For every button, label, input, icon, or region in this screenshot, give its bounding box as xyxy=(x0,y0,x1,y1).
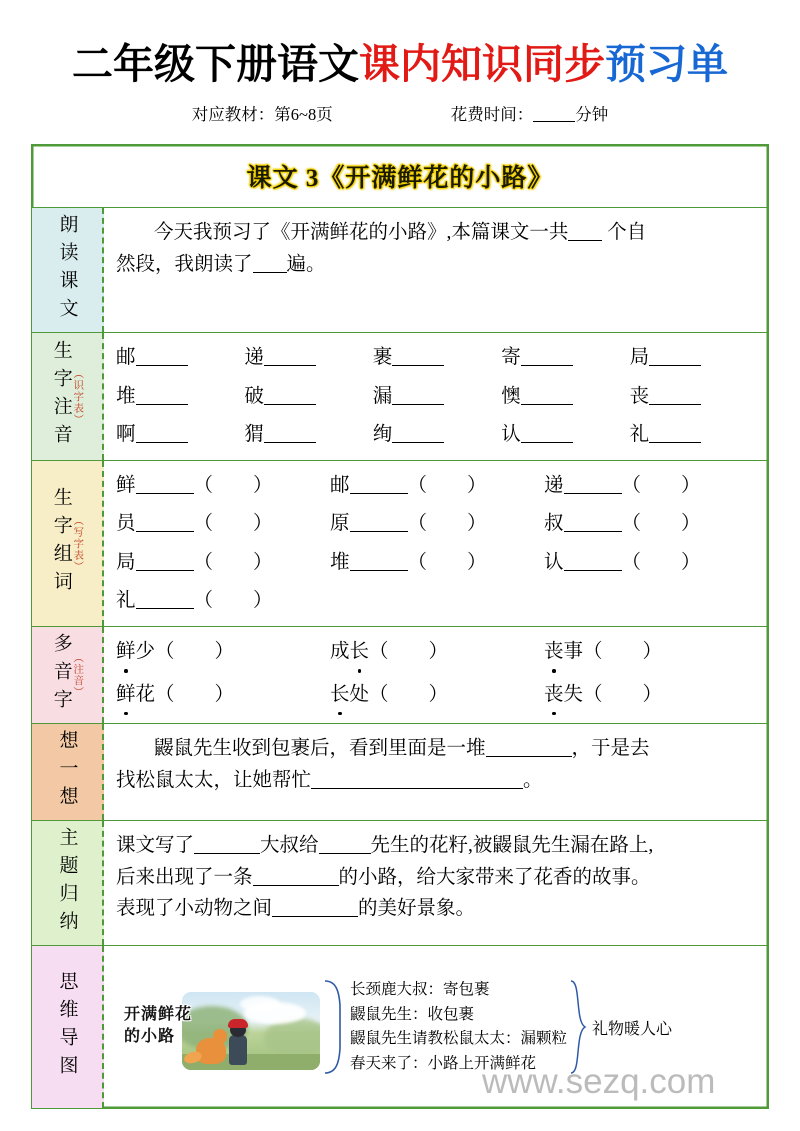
pinyin-blank[interactable] xyxy=(392,442,444,443)
polyphone-item: 鲜花（ ） xyxy=(116,679,330,711)
polyphone-grid xyxy=(116,636,758,710)
section-label-polyphone xyxy=(32,627,104,723)
polyphone-item: 丧失（ ） xyxy=(544,679,758,711)
word-blank[interactable] xyxy=(350,493,408,494)
polyphone-item: 丧事（ ） xyxy=(544,636,758,668)
mindmap-branch: 春天来了：小路上开满鲜花 xyxy=(350,1054,537,1072)
think-blank-2[interactable] xyxy=(311,788,523,789)
mindmap-branch: 鼹鼠先生请教松鼠太太：漏颗粒 xyxy=(350,1030,568,1048)
read-line1-b: 个自 xyxy=(607,222,647,243)
pinyin-item: 认 xyxy=(501,419,629,451)
pinyin-item: 递 xyxy=(244,342,372,374)
word-item: 局 （ ） xyxy=(116,551,273,573)
think-blank-1[interactable] xyxy=(486,756,572,757)
pinyin-blank[interactable] xyxy=(649,404,701,405)
section-row-word-building xyxy=(32,460,768,626)
polyphone-marked-char: 丧 xyxy=(544,636,564,668)
section-row-think xyxy=(32,723,768,820)
theme-blank-3[interactable] xyxy=(253,885,339,886)
pinyin-item: 礼 xyxy=(630,419,758,451)
mindmap-center-label xyxy=(124,1004,192,1047)
hill-shape-right xyxy=(264,1018,320,1058)
section-label-word-building-sub: （写字表） xyxy=(72,514,84,573)
section-label-theme xyxy=(32,821,104,945)
section-label-read-aloud xyxy=(32,208,104,332)
section-label-pinyin-text: 生字注音 xyxy=(50,340,72,453)
section-label-polyphone-text: 多音字 xyxy=(50,633,72,718)
word-blank[interactable] xyxy=(136,608,194,609)
mindmap-branch: 长颈鹿大叔：寄包裹 xyxy=(350,981,490,999)
word-item: 鲜 （ ） xyxy=(116,474,273,496)
polyphone-item: 成长（ ） xyxy=(330,636,544,668)
mindmap-center-line2: 的小路 xyxy=(124,1027,176,1045)
pinyin-item: 破 xyxy=(244,381,372,413)
fox-figure xyxy=(196,1038,226,1064)
title-part-blue: 预习单 xyxy=(605,41,728,87)
section-label-word-building xyxy=(32,461,104,626)
word-item: 员 （ ） xyxy=(116,513,273,535)
section-body-theme xyxy=(104,821,768,945)
section-label-read-aloud-text: 朗读课文 xyxy=(56,214,78,326)
pinyin-blank[interactable] xyxy=(264,365,316,366)
word-item: 堆 （ ） xyxy=(330,551,487,573)
section-label-theme-text: 主题归纳 xyxy=(56,827,78,940)
think-line1-a: 鼹鼠先生收到包裹后，看到里面是一堆 xyxy=(154,738,486,760)
read-line2-a: 然段，我朗读了 xyxy=(116,253,253,275)
section-row-theme xyxy=(32,820,768,945)
word-blank[interactable] xyxy=(136,493,194,494)
pinyin-blank[interactable] xyxy=(392,404,444,405)
word-blank[interactable] xyxy=(564,531,622,532)
time-spent-field: 花费时间： 分钟 xyxy=(450,104,609,124)
polyphone-item: 长处（ ） xyxy=(330,679,544,711)
section-body-think xyxy=(104,724,768,820)
section-row-polyphone xyxy=(32,626,768,723)
section-row-mindmap xyxy=(32,945,768,1108)
title-part-red: 课内知识同步 xyxy=(359,41,605,87)
mindmap-left-brace-icon xyxy=(324,975,346,1079)
polyphone-marked-char: 鲜 xyxy=(116,636,136,668)
word-blank[interactable] xyxy=(136,570,194,571)
pinyin-blank[interactable] xyxy=(136,442,188,443)
read-line1-a: 今天我预习了《开满鲜花的小路》,本篇课文一共 xyxy=(154,222,569,243)
word-item: 叔 （ ） xyxy=(544,513,701,535)
think-line1-b: ，于是去 xyxy=(571,738,650,760)
mindmap-right-brace-icon xyxy=(569,979,587,1075)
section-label-pinyin xyxy=(32,333,104,460)
pinyin-blank[interactable] xyxy=(392,365,444,366)
child-figure xyxy=(229,1035,247,1065)
mindmap-summary: 礼物暖人心 xyxy=(592,1020,673,1038)
pinyin-blank[interactable] xyxy=(521,365,573,366)
pinyin-blank[interactable] xyxy=(264,404,316,405)
mindmap-branch-list xyxy=(346,978,567,1076)
theme-line1-a: 课文写了 xyxy=(116,835,195,857)
pinyin-item: 懊 xyxy=(501,381,629,413)
mindmap-center-line1: 开满鲜花 xyxy=(124,1006,193,1024)
pinyin-blank[interactable] xyxy=(521,442,573,443)
read-line2-b: 遍。 xyxy=(286,253,326,275)
mindmap-branch: 鼹鼠先生：收包裹 xyxy=(350,1005,475,1023)
site-watermark: www.sezq.com xyxy=(482,1062,716,1101)
pinyin-item: 漏 xyxy=(373,381,501,413)
word-item: 认 （ ） xyxy=(544,551,701,573)
polyphone-marked-char: 长 xyxy=(330,679,350,711)
pinyin-item: 丧 xyxy=(630,381,758,413)
theme-line1-c: 先生的花籽,被鼹鼠先生漏在路上, xyxy=(370,835,654,857)
theme-blank-1[interactable] xyxy=(194,853,260,854)
page-header xyxy=(0,0,800,125)
theme-line1-b: 大叔给 xyxy=(260,835,319,857)
word-item: 邮 （ ） xyxy=(330,474,487,496)
pinyin-item: 啊 xyxy=(116,419,244,451)
pinyin-item: 裹 xyxy=(373,342,501,374)
polyphone-marked-char: 鲜 xyxy=(116,679,136,711)
polyphone-marked-char: 长 xyxy=(350,636,370,668)
pinyin-item: 邮 xyxy=(116,342,244,374)
section-body-read-aloud xyxy=(104,208,768,332)
section-body-mindmap xyxy=(104,946,768,1108)
section-body-polyphone xyxy=(104,627,768,723)
theme-line2-a: 后来出现了一条 xyxy=(116,866,253,888)
section-body-word-building xyxy=(104,461,768,626)
mindmap-center-node xyxy=(124,984,320,1070)
section-row-read-aloud xyxy=(32,207,768,332)
read-blank-times[interactable] xyxy=(253,272,287,273)
header-subline xyxy=(0,101,800,125)
pinyin-item: 寄 xyxy=(501,342,629,374)
pinyin-blank[interactable] xyxy=(649,365,701,366)
think-line2-a: 找松鼠太太，让她帮忙 xyxy=(116,769,312,791)
page-title xyxy=(0,42,800,88)
title-part-black: 二年级下册语文 xyxy=(72,41,359,87)
word-building-grid xyxy=(116,470,758,617)
pinyin-blank[interactable] xyxy=(521,404,573,405)
section-body-pinyin xyxy=(104,333,768,460)
read-blank-paragraphs[interactable] xyxy=(568,240,602,241)
word-item: 原 （ ） xyxy=(330,513,487,535)
time-blank[interactable] xyxy=(533,121,575,122)
polyphone-item: 鲜少（ ） xyxy=(116,636,330,668)
section-label-word-building-text: 生字组词 xyxy=(50,487,72,600)
section-label-pinyin-sub: （识字表） xyxy=(72,367,84,426)
theme-blank-2[interactable] xyxy=(319,853,371,854)
lesson-illustration xyxy=(182,992,320,1070)
word-blank[interactable] xyxy=(350,570,408,571)
think-line2-b: 。 xyxy=(523,769,543,791)
word-blank[interactable] xyxy=(136,531,194,532)
section-label-polyphone-sub: （注音） xyxy=(72,652,84,699)
theme-line3-a: 表现了小动物之间 xyxy=(116,898,273,920)
pinyin-item: 猬 xyxy=(244,419,372,451)
pinyin-grid xyxy=(116,342,758,451)
word-item: 礼 （ ） xyxy=(116,590,273,612)
worksheet-table xyxy=(31,144,769,1109)
pinyin-blank[interactable] xyxy=(136,365,188,366)
textbook-reference: 对应教材：第6~8页 xyxy=(191,104,333,124)
word-item: 递 （ ） xyxy=(544,474,701,496)
word-blank[interactable] xyxy=(564,570,622,571)
section-label-mindmap xyxy=(32,946,104,1108)
theme-line3-b: 的美好景象。 xyxy=(358,898,476,920)
word-blank[interactable] xyxy=(350,531,408,532)
theme-line2-b: 的小路，给大家带来了花香的故事。 xyxy=(338,866,651,888)
cloud-shape-2 xyxy=(240,996,280,1012)
section-row-pinyin xyxy=(32,332,768,460)
lesson-title-row xyxy=(32,145,768,207)
polyphone-marked-char: 丧 xyxy=(544,679,564,711)
theme-blank-4[interactable] xyxy=(272,916,358,917)
section-label-think xyxy=(32,724,104,820)
section-label-think-text: 想一想 xyxy=(56,730,78,815)
word-blank[interactable] xyxy=(564,493,622,494)
pinyin-blank[interactable] xyxy=(136,404,188,405)
pinyin-item: 局 xyxy=(630,342,758,374)
pinyin-item: 绚 xyxy=(373,419,501,451)
section-label-mindmap-text: 思维导图 xyxy=(56,971,78,1084)
pinyin-blank[interactable] xyxy=(649,442,701,443)
pinyin-blank[interactable] xyxy=(264,442,316,443)
pinyin-item: 堆 xyxy=(116,381,244,413)
lesson-title: 课文 3《开满鲜花的小路》 xyxy=(246,165,554,192)
